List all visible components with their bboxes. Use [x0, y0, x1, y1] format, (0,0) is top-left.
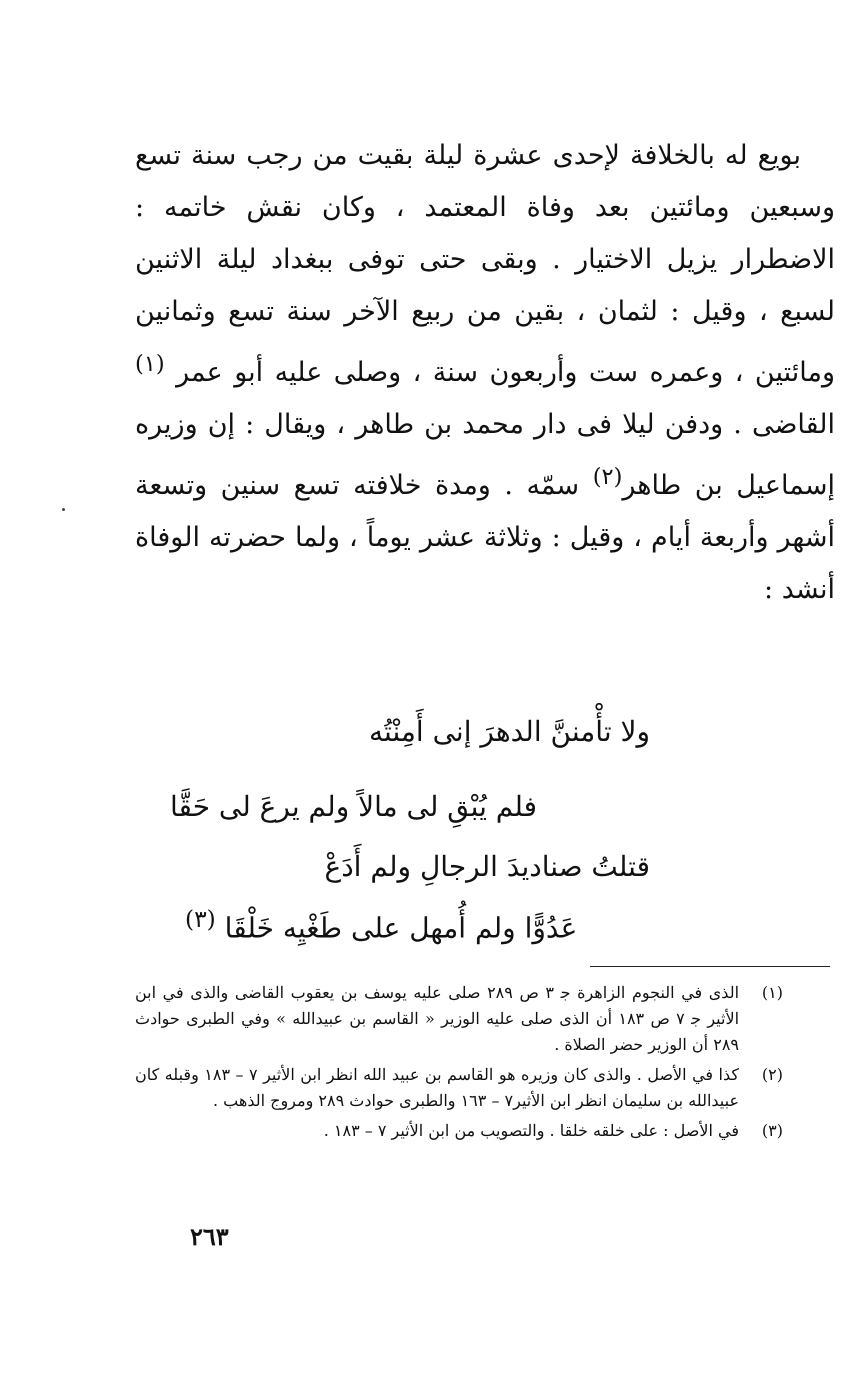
footnote-number: (٢) [761, 1065, 783, 1084]
poem-line-1: ولا تأْمننَّ الدهرَ إنى أَمِنْتُه [369, 715, 650, 748]
poem-line-3: قتلتُ صناديدَ الرجالِ ولم أَدَعْ [324, 850, 650, 883]
main-paragraph: بويع له بالخلافة لإحدى عشرة ليلة بقيت من رجب سنة تسع وسبعين ومائتين بعد وفاة المعتمد ، وكان نقش خاتمه : الاضطرار يزيل الاختيار . وبقى حتى توفى ببغداد ليلة الاثنين لسبع ، وقيل : لثمان ، بقين من ربيع الآخر سنة تسع وثمانين ومائتين ، وعمره ست وأربعون سنة ، وصلى عليه أبو عمر $^{(١)}$ القاضى . ودفن ليلا فى دار محمد بن طاهر ، ويقال : إن وزيره إسماعيل بن طاهر$^{(٢)}$ سمّه . ومدة خلافته تسع سنين وتسعة أشهر وأربعة أيام ، وقيل : وثلاثة عشر يوماً ، ولما حضرته الوفاة أنشد : [135, 140, 835, 605]
footnote-separator [590, 966, 830, 967]
main-text [135, 130, 835, 616]
footnote-marker-1: (١) [135, 351, 165, 377]
footnote-number: (٣) [761, 1121, 783, 1140]
margin-dot [62, 508, 65, 511]
poem-line-4: عَدُوًّا ولم أُمهل على طَغْيِه خَلْقَا $^{(٣)}$ [185, 905, 578, 945]
footnote-marker-2: (٢) [592, 464, 623, 490]
footnote-number: (١) [761, 983, 783, 1002]
footnote-2 [135, 1062, 783, 1114]
footnote-text: كذا في الأصل . والذى كان وزيره هو القاسم بن عبيد الله انظر ابن الأثير ٧ – ١٨٣ وقبله كان عبيدالله بن سليمان انظر ابن الأثير٧ – ١٦٣ والطبرى حوادث ٢٨٩ ومروج الذهب . [135, 1065, 740, 1110]
footnote-marker-3: (٣) [185, 905, 216, 933]
page-number: ٢٦٣ [190, 1222, 229, 1251]
footnotes [135, 980, 783, 1148]
footnote-text: في الأصل : على خلقه خلقا . والتصويب من ابن الأثير ٧ – ١٨٣ . [323, 1121, 739, 1140]
footnote-1 [135, 980, 783, 1058]
footnote-text: الذى في النجوم الزاهرة ﺟ ٣ ص ٢٨٩ صلى عليه يوسف بن يعقوب القاضى والذى في ابن الأثير ﺟ ٧ ص ١٨٣ أن الذى صلى عليه الوزير « القاسم بن عبيدالله » وفي الطبرى حوادث ٢٨٩ أن الوزير حضر الصلاة . [135, 983, 740, 1054]
footnote-3 [135, 1118, 783, 1144]
poem-line-2: فلم يُبْقِ لى مالاً ولم يرعَ لى حَقَّا [170, 790, 538, 823]
